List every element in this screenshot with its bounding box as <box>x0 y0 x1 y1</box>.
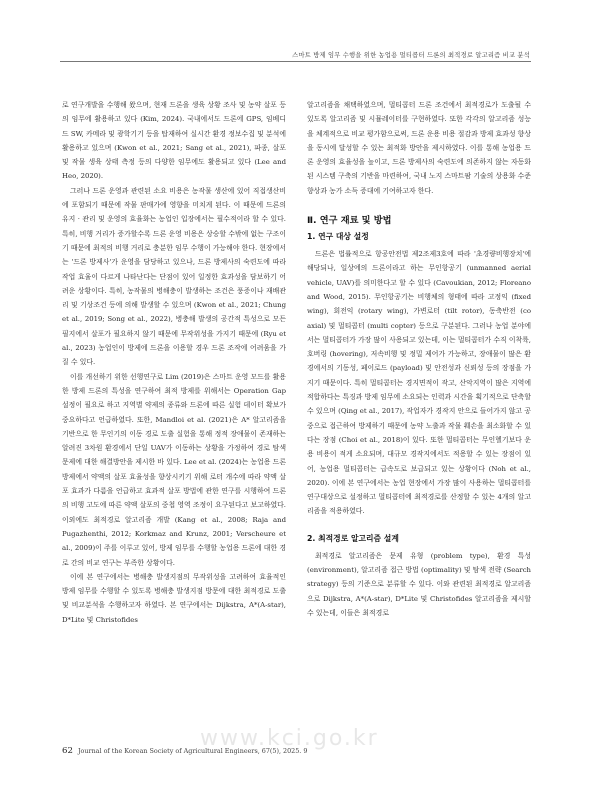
left-column <box>62 98 286 627</box>
running-header: 스마트 방제 임무 수행을 위한 농업용 멀티콥터 드론의 최적경로 알고리즘 비교 분석 <box>292 52 530 59</box>
body-paragraph: 드론은 법률적으로 항공안전법 제2조제3호에 따라 '초경량비행장치'에 해당되나, 일상에의 드론이라고 하는 무인항공기 (unmanned aerial vehicle, UAV)를 의미한다고 할 수 있다 (Cavoukian, 2012; Floreano and Wood, 2015). 무인항공기는 비행체의 형태에 따라 고정익 (fixed wing), 회전익 (rotary wing), 가변로터 (tilt rotor), 동축반전 (co axial) 및 멀티콥터 (multi copter) 등으로 구분된다. 그러나 농업 분야에서는 멀티콥터가 가장 많이 사용되고 있는데, 이는 멀티콥터가 수직 이착륙, 호버링 (hovering), 저속비행 및 정밀 제어가 가능하고, 장애물이 많은 환경에서의 기동성, 페이로드 (payload) 및 안전성과 신뢰성 등의 장점을 가지기 때문이다. 특히 멀티콥터는 경지면적이 작고, 산악지역이 많은 지역에 적합하다는 특징과 방제 임무에 소요되는 인력과 시간을 획기적으로 단축할 수 있으며 (Qing et al., 2017), 작업자가 경작지 안으로 들어가지 않고 공중으로 접근하여 방제하기 때문에 농약 노출과 작물 훼손을 최소화할 수 있다는 장점 (Choi et al., 2018)이 있다. 또한 멀티콥터는 무인헬기보다 운용 비용이 적게 소요되며, 대규모 경작지에서도 적용할 수 있는 장점이 있어, 농업용 멀티콥터는 급속도로 보급되고 있는 상황이다 (Noh et al., 2020). 이에 본 연구에서는 농업 현장에서 가장 많이 사용하는 멀티콥터를 연구대상으로 설정하고 멀티콥터에 최적경로를 산정할 수 있는 4개의 알고리즘을 적용하였다. <box>307 250 531 516</box>
page-footer <box>62 746 307 756</box>
subsection-title: 2. 최적경로 알고리즘 설계 <box>307 533 399 543</box>
header-divider <box>60 61 531 62</box>
body-paragraph: 알고리즘을 채택하였으며, 멀티콥터 드론 조건에서 최적경로가 도출될 수 있도록 알고리즘 및 시뮬레이터를 구현하였다. 또한 각각의 알고리즘 성능을 체계적으로 비교 평가함으로써, 드론 운용 비용 절감과 방제 효과성 향상을 동시에 달성할 수 있는 최적화 방안을 제시하였다. 이를 통해 농업용 드론 운영의 효율성을 높이고, 드론 방제사의 숙련도에 의존하지 않는 자동화된 시스템 구축의 기반을 마련하여, 국내 노지 스마트팜 기술의 상용화 수준 향상과 농가 소득 증대에 기여하고자 한다. <box>307 101 531 195</box>
body-paragraph: 최적경로 알고리즘은 문제 유형 (problem type), 환경 특성 (environment), 알고리즘 접근 방법 (optimality) 및 탐색 전략 (Search strategy) 등의 기준으로 분류할 수 있다. 이와 관련된 최적경로 알고리즘으로 Dijkstra, A*(A-star), D*Lite 및 Christofides 알고리즘을 제시할 수 있는데, 이들은 최적경로 <box>307 551 531 617</box>
footer-citation: Journal of the Korean Society of Agricultural Engineers, 67(5), 2025. 9 <box>77 747 308 755</box>
body-paragraph: 이를 개선하기 위한 선행연구로 Lim (2019)은 스마트 운영 모드를 활용한 방제 드론의 특성을 연구하여 최적 방제를 위해서는 Operation Gap 설정이 필요로 하고 지역별 약제의 종류와 드론에 따른 실험 데이터 확보가 중요하다고 언급하였다. 또한, Mandloi et al. (2021)은 A* 알고리즘을 기반으로 한 무인기의 이동 경로 도출 실험을 통해 정적 장애물이 존재하는 알려진 3차원 환경에서 단일 UAV가 이동하는 상황을 가정하여 경로 탐색 문제에 대한 해결방안을 제시한 바 있다. Lee et al. (2024)는 농업용 드론 방제에서 약액의 살포 효율성을 향상시키기 위해 로터 개수에 따라 약액 살포 효과가 다름을 언급하고 효과적 살포 방법에 관한 연구를 시행하여 드론의 비행 고도에 따른 약액 살포의 중첩 영역 조정이 요구된다고 보고하였다. 이외에도 최적경로 알고리즘 개발 (Kang et al., 2008; Raja and Pugazhenthi, 2012; Korkmaz and Krunz, 2001; Verscheure et al., 2009)이 주를 이루고 있어, 방제 임무를 수행할 농업용 드론에 대한 경로 간의 비교 연구는 부족한 상황이다. <box>62 372 286 567</box>
body-paragraph: 그러나 드론 운영과 관련된 소요 비용은 농작물 생산에 있어 직접생산비에 포함되기 때문에 작물 판매가에 영향을 미치게 된다. 이 때문에 드론의 유지 · 관리 및 운영의 효율화는 농업인 입장에서는 필수적이라 할 수 있다. 특히, 비행 거리가 증가할수록 드론 운영 비용은 상승할 수밖에 없는 구조이기 때문에 최적의 비행 거리로 충분한 임무 수행이 가능해야 한다. 현장에서는 '드론 방제사'가 운영을 담당하고 있으나, 드론 방제사의 숙련도에 따라 작업 효율이 다르게 나타난다는 단점이 있어 일정한 효과성을 담보하기 어려운 상황이다. 특히, 농작물의 병해충이 발생하는 조건은 풍증이나 재배관리 및 기상조건 등에 의해 발생할 수 있으며 (Kwon et al., 2021; Chung et al., 2019; Song et al., 2022), 병충해 발생의 공간적 특성으로 모든 필지에서 살포가 필요하지 않기 때문에 무작위성을 가지기 때문에 (Ryu et al., 2023) 농업인이 방제에 드론을 이용할 경우 드론 조작에 어려움을 가질 수 있다. <box>62 186 286 367</box>
page-number: 62 <box>62 746 73 756</box>
subsection-title: 1. 연구 대상 설정 <box>307 232 369 242</box>
body-paragraph: 이에 본 연구에서는 병해충 발생지점의 무작위성을 고려하여 효율적인 방제 임무를 수행할 수 있도록 병해충 발생지점 방문에 대한 최적경로 도출 및 비교분석을 수행하고자 하였다. 본 연구에서는 Dijkstra, A*(A-star), D*Lite 및 Christofides <box>62 572 286 624</box>
right-column <box>307 98 531 620</box>
section-title: Ⅱ. 연구 재료 및 방법 <box>307 215 392 227</box>
body-paragraph: 로 연구개발을 수행해 왔으며, 현재 드론을 생육 상황 조사 및 농약 살포 등의 임무에 활용하고 있다 (Kim, 2024). 국내에서도 드론에 GPS, 임베디드 SW, 카메라 및 광학기기 등을 탑재하여 실시간 환경 정보수집 및 분석에 활용하고 있으며 (Kwon et al., 2021; Sang et al., 2021), 파종, 살포 및 작물 생육 상태 측정 등의 다양한 임무에도 활용되고 있다 (Lee and Heo, 2020). <box>62 101 286 181</box>
watermark: www.kci.go.kr <box>200 726 379 751</box>
